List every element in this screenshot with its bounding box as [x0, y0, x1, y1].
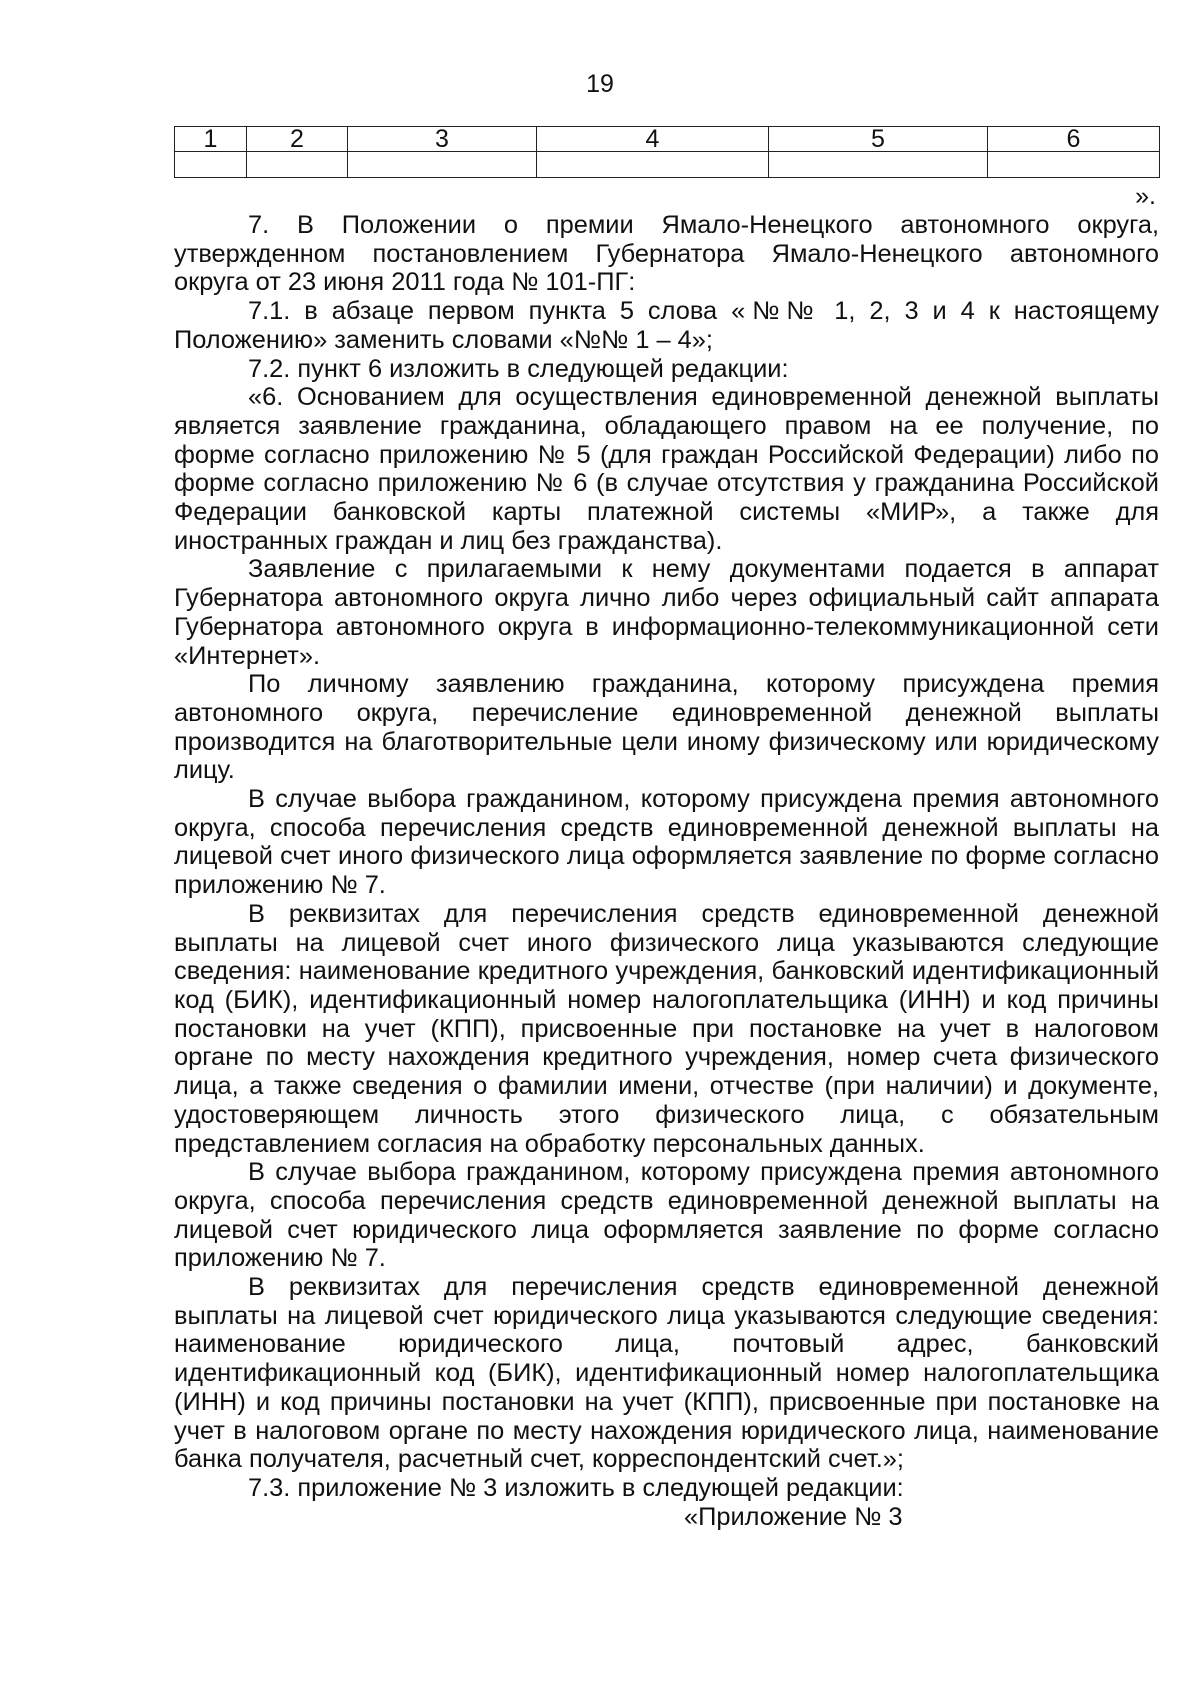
table-cell — [537, 152, 769, 178]
closing-quote: ». — [1135, 182, 1156, 210]
paragraph-application-submission: Заявление с прилагаемыми к нему документами подается в аппарат Губернатора автономного округа лично либо через официальный сайт аппарата Губернатора автономного округа в информационно-телекоммуникационной сети «Интернет». — [174, 555, 1159, 670]
table-cell — [769, 152, 988, 178]
paragraph-legal-entity-choice: В случае выбора гражданином, которому присуждена премия автономного округа, способа перечисления средств единовременной денежной выплаты на лицевой счет юридического лица оформляется заявление по форме согласно приложению № 7. — [174, 1158, 1159, 1273]
table-header-row — [175, 127, 1160, 152]
table-cell: 2 — [247, 127, 348, 152]
paragraph-individual-account-choice: В случае выбора гражданином, которому присуждена премия автономного округа, способа перечисления средств единовременной денежной выплаты на лицевой счет иного физического лица оформляется заявление по форме согласно приложению № 7. — [174, 785, 1159, 900]
table-cell — [988, 152, 1160, 178]
table-cell: 5 — [769, 127, 988, 152]
paragraph-individual-requisites: В реквизитах для перечисления средств единовременной денежной выплаты на лицевой счет иного физического лица указываются следующие сведения: наименование кредитного учреждения, банковский идентификационный код (БИК), идентификационный номер налогоплательщика (ИНН) и код причины постановки на учет (КПП), присвоенные при постановке на учет в налоговом органе по месту нахождения кредитного учреждения, номер счета физического лица, а также сведения о фамилии имени, отчестве (при наличии) и документе, удостоверяющем личность этого физического лица, с обязательным представлением согласия на обработку персональных данных. — [174, 899, 1159, 1158]
table-cell: 1 — [175, 127, 247, 152]
table-empty-row — [175, 152, 1160, 178]
paragraph-charity-transfer: По личному заявлению гражданина, которому присуждена премия автономного округа, перечисление единовременной денежной выплаты производится на благотворительные цели иному физическому или юридическому лицу. — [174, 670, 1159, 785]
table-cell — [247, 152, 348, 178]
body-text — [174, 211, 1159, 1531]
table-cell: 4 — [537, 127, 769, 152]
paragraph-7: 7. В Положении о премии Ямало-Ненецкого автономного округа, утвержденном постановлением Губернатора Ямало-Ненецкого автономного округа от 23 июня 2011 года № 101-ПГ: — [174, 211, 1159, 297]
table-cell: 6 — [988, 127, 1160, 152]
table-cell — [175, 152, 247, 178]
paragraph-item-6: «6. Основанием для осуществления единовременной денежной выплаты является заявление гражданина, обладающего правом на ее получение, по форме согласно приложению № 5 (для граждан Российской Федерации) либо по форме согласно приложению № 6 (в случае отсутствия у гражданина Российской Федерации банковской карты платежной системы «МИР», а также для иностранных граждан и лиц без гражданства). — [174, 383, 1159, 555]
appendix-caption: «Приложение № 3 — [684, 1502, 903, 1531]
table-cell — [348, 152, 537, 178]
table-cell: 3 — [348, 127, 537, 152]
paragraph-legal-entity-requisites: В реквизитах для перечисления средств единовременной денежной выплаты на лицевой счет юридического лица указываются следующие сведения: наименование юридического лица, почтовый адрес, банковский идентификационный код (БИК), идентификационный номер налогоплательщика (ИНН) и код причины постановки на учет (КПП), присвоенные при постановке на учет в налоговом органе по месту нахождения юридического лица, наименование банка получателя, расчетный счет, корреспондентский счет.»; — [174, 1273, 1159, 1474]
paragraph-7-3: 7.3. приложение № 3 изложить в следующей редакции: — [248, 1473, 904, 1502]
column-number-table — [174, 126, 1160, 178]
page-number: 19 — [586, 70, 614, 98]
paragraph-7-2: 7.2. пункт 6 изложить в следующей редакции: — [248, 354, 789, 383]
paragraph-7-1: 7.1. в абзаце первом пункта 5 слова «№№ 1, 2, 3 и 4 к настоящему Положению» заменить словами «№№ 1 – 4»; — [174, 297, 1159, 354]
